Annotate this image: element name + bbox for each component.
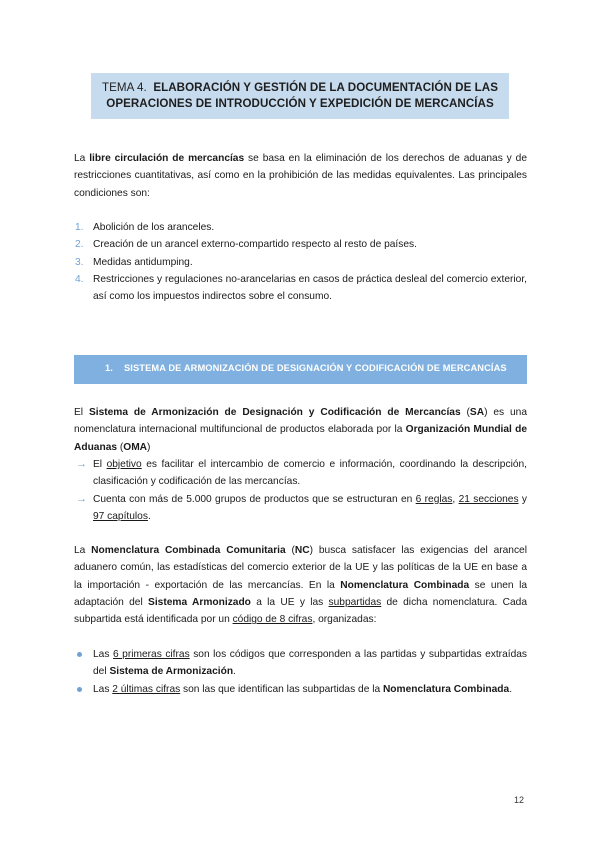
list-item-text: Restricciones y regulaciones no-arancelarias en casos de práctica desleal del comercio exterior, así como los impuestos indirectos sobre el consumo. [93,273,527,303]
section-number: 1. [105,363,113,373]
sa-points-list [74,456,527,525]
text: de dicha nomenclatura. Cada subpartida está identificada por un [74,596,527,626]
text: . [147,510,151,522]
sa-paragraph [74,404,527,456]
list-item [74,646,527,681]
text: ( [285,545,295,556]
chapter-title [91,73,509,119]
text: . [509,683,513,695]
nc-paragraph [74,542,527,628]
page-number: 12 [514,795,525,805]
intro-paragraph [74,150,527,202]
section-title: SISTEMA DE ARMONIZACIÓN DE DESIGNACIÓN Y CODIFICACIÓN DE MERCANCÍAS [124,363,507,373]
intro-bold: libre circulación de mercancías [89,153,245,164]
list-item [74,236,527,253]
bold-term: Sistema de Armonización de Designación y Codificación de Mercancías [88,407,461,418]
text: Las [93,683,113,695]
list-item-text: Medidas antidumping. [93,256,193,268]
text: Cuenta con más de 5.000 grupos de productos que se estructuran en [93,493,416,505]
text: ( [117,441,124,453]
list-number: 3. [75,256,84,268]
list-item [74,271,527,306]
underlined-term: subpartidas [328,596,382,608]
bold-term: Nomenclatura Combinada [382,683,510,695]
list-item [74,491,527,526]
nc-points-list [74,646,527,698]
text: es facilitar el intercambio de comercio e información, coordinando la descripción, clasificación y codificación de las mercancías. [93,459,527,488]
list-item [74,254,527,271]
list-number: 1. [75,222,84,233]
text: , organizadas: [312,614,377,626]
list-item [74,456,527,491]
chapter-title-line2: OPERACIONES DE INTRODUCCIÓN Y EXPEDICIÓN DE MERCANCÍAS [106,97,494,110]
right-arrow-icon: → [76,458,87,470]
text: El [93,459,107,470]
section-heading [74,355,527,384]
text: son las que identifican las subpartidas de la [180,683,383,695]
bold-term: NC [294,545,310,556]
text: ) [147,441,151,453]
text: se unen la adaptación del [74,579,528,608]
bold-term: Nomenclatura Combinada Comunitaria [91,545,286,556]
bullet-dot-icon [77,652,82,657]
intro-text: La [74,153,90,164]
underlined-term: objetivo [106,459,142,470]
bold-term: SA [469,407,485,418]
list-number: 4. [75,273,84,285]
text: ( [460,407,470,418]
underlined-term: 6 reglas [415,493,453,505]
text: ) es una nomenclatura internacional multifuncional de productos elaborada por la [74,407,528,436]
intro-text: se basa en la eliminación de los derechos de aduanas y de restricciones cuantitativas, así como en la prohibición de las medidas equivalentes. Las principales condiciones son: [74,153,527,199]
text: El [74,407,89,418]
underlined-term: código de 8 cifras [232,614,313,626]
chapter-title-line1: ELABORACIÓN Y GESTIÓN DE LA DOCUMENTACIÓN DE LAS [153,81,498,94]
text: . [233,666,236,678]
text: La [74,545,92,556]
text: Las [93,649,113,660]
text: y [518,493,527,505]
bold-term: Nomenclatura Combinada [340,579,470,591]
list-item-text: Creación de un arancel externo-compartido respecto al resto de países. [93,239,417,251]
bold-term: OMA [123,441,148,453]
bold-term: Sistema Armonizado [148,596,251,608]
bold-term: Sistema de Armonización [109,666,234,678]
bold-term: Organización Mundial de Aduanas [74,424,527,453]
underlined-term: 2 últimas cifras [112,683,181,695]
chapter-prefix: TEMA 4. [101,81,147,94]
right-arrow-icon: → [76,492,87,505]
list-item-text: Abolición de los aranceles. [93,222,215,233]
text: , [452,493,459,505]
underlined-term: 97 capítulos [93,510,148,522]
list-item [74,219,527,236]
conditions-list [74,219,527,305]
text: son los códigos que corresponden a las partidas y subpartidas extraídas del [93,649,527,678]
bullet-dot-icon [77,687,82,692]
text: ) busca satisfacer las exigencias del arancel aduanero común, las estadísticas del comercio exterior de la UE y las políticas de la UE en base a la importación - exportación de las mercancías. En la [74,545,527,591]
list-item [74,681,527,698]
text: a la UE y las [250,596,329,608]
list-number: 2. [75,239,84,251]
underlined-term: 21 secciones [458,493,519,505]
underlined-term: 6 primeras cifras [112,649,190,660]
